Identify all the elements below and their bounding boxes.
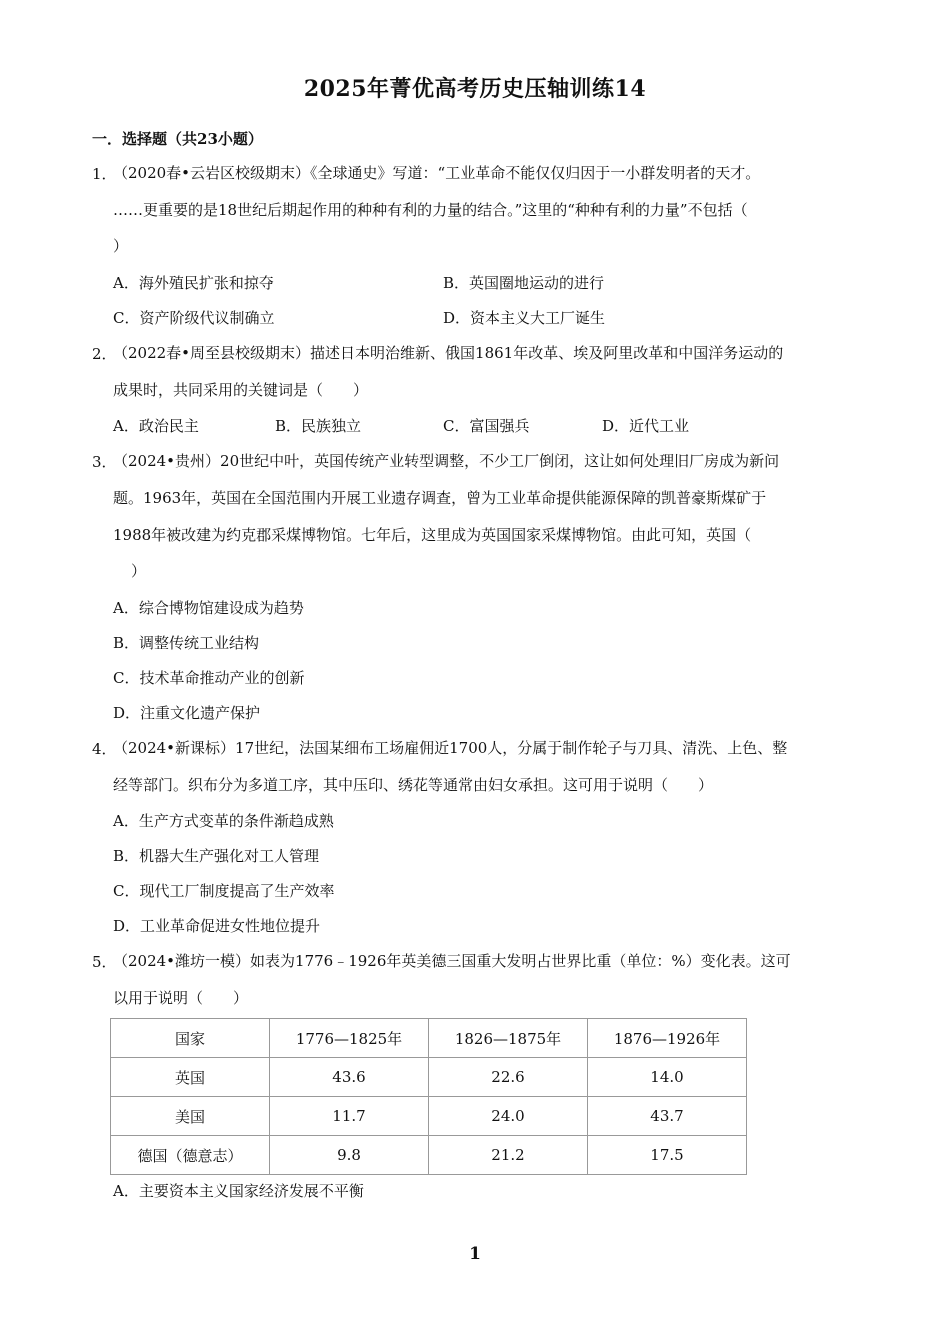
section-heading: 一．选择题（共23小题）	[92, 130, 263, 148]
question-text: （2024•新课标）17世纪，法国某细布工场雇佣近1700人，分属于制作轮子与刀具、清洗、上色、整	[113, 739, 788, 757]
table-cell: 17.5	[588, 1136, 747, 1175]
table-header-row	[111, 1019, 747, 1058]
document-title: 2025年菁优高考历史压轴训练14	[303, 76, 647, 102]
option-a: A．海外殖民扩张和掠夺	[113, 274, 274, 292]
question-text: 以用于说明（ ）	[113, 989, 249, 1007]
question-text: 题。1963年，英国在全国范围内开展工业遗存调查，曾为工业革命提供能源保障的凯普豪斯煤矿于	[113, 489, 767, 507]
option-b: B．调整传统工业结构	[113, 634, 260, 652]
question-text: （2020春•云岩区校级期末）《全球通史》写道：“工业革命不能仅仅归因于一小群发明者的天才。	[113, 164, 761, 182]
option-a: A．主要资本主义国家经济发展不平衡	[113, 1182, 364, 1200]
table-cell: 24.0	[429, 1097, 588, 1136]
table-header-cell: 1876—1926年	[588, 1019, 747, 1058]
question-number: 5．	[92, 953, 117, 971]
option-b: B．民族独立	[275, 417, 362, 435]
table-cell: 11.7	[270, 1097, 429, 1136]
question-text: ）	[113, 237, 129, 255]
option-d: D．注重文化遗产保护	[113, 704, 261, 722]
question-number: 3．	[92, 453, 117, 471]
question-text: （2022春•周至县校级期末）描述日本明治维新、俄国1861年改革、埃及阿里改革和中国洋务运动的	[113, 344, 784, 362]
option-c: C．技术革命推动产业的创新	[113, 669, 305, 687]
table-cell: 14.0	[588, 1058, 747, 1097]
question-text: 成果时，共同采用的关键词是（ ）	[113, 381, 369, 399]
table-header-cell: 国家	[111, 1019, 270, 1058]
page-number: 1	[469, 1244, 481, 1264]
option-d: D．工业革命促进女性地位提升	[113, 917, 321, 935]
table-cell: 美国	[111, 1097, 270, 1136]
question-text: ）	[131, 562, 147, 580]
table-cell: 9.8	[270, 1136, 429, 1175]
question-text: ……更重要的是18世纪后期起作用的种种有利的力量的结合。”这里的“种种有利的力量”不包括（	[113, 201, 748, 219]
table-row	[111, 1097, 747, 1136]
option-c: C．资产阶级代议制确立	[113, 309, 275, 327]
question-text: 经等部门。织布分为多道工序，其中压印、绣花等通常由妇女承担。这可用于说明（ ）	[113, 776, 714, 794]
table-cell: 43.6	[270, 1058, 429, 1097]
table-header-cell: 1826—1875年	[429, 1019, 588, 1058]
table-cell: 德国（德意志）	[111, 1136, 270, 1175]
question-number: 1．	[92, 165, 117, 183]
option-c: C．富国强兵	[443, 417, 530, 435]
table-cell: 22.6	[429, 1058, 588, 1097]
question-text: 1988年被改建为约克郡采煤博物馆。七年后，这里成为英国国家采煤博物馆。由此可知，英国（	[113, 526, 752, 544]
question-number: 4．	[92, 740, 117, 758]
table-cell: 43.7	[588, 1097, 747, 1136]
option-a: A．生产方式变革的条件渐趋成熟	[113, 812, 334, 830]
option-d: D．资本主义大工厂诞生	[443, 309, 606, 327]
table-cell: 英国	[111, 1058, 270, 1097]
table-row	[111, 1136, 747, 1175]
option-d: D．近代工业	[602, 417, 690, 435]
option-a: A．综合博物馆建设成为趋势	[113, 599, 304, 617]
invention-share-table	[110, 1018, 747, 1175]
option-b: B．英国圈地运动的进行	[443, 274, 605, 292]
question-number: 2．	[92, 345, 117, 363]
option-c: C．现代工厂制度提高了生产效率	[113, 882, 335, 900]
option-a: A．政治民主	[113, 417, 199, 435]
question-text: （2024•潍坊一模）如表为1776﹣1926年英美德三国重大发明占世界比重（单位：%）变化表。这可	[113, 952, 791, 970]
table-row	[111, 1058, 747, 1097]
option-b: B．机器大生产强化对工人管理	[113, 847, 320, 865]
table-header-cell: 1776—1825年	[270, 1019, 429, 1058]
table-cell: 21.2	[429, 1136, 588, 1175]
question-text: （2024•贵州）20世纪中叶，英国传统产业转型调整，不少工厂倒闭，这让如何处理旧厂房成为新问	[113, 452, 780, 470]
